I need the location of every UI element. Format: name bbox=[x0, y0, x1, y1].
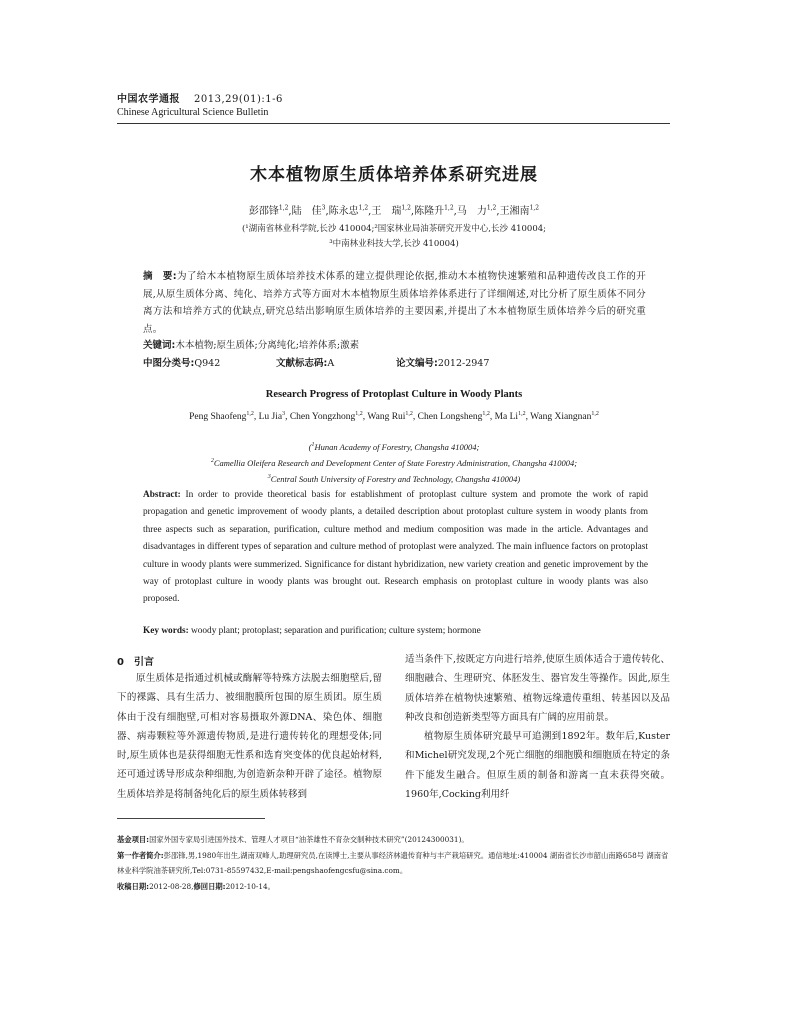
abstract-cn-text: 为了给木本植物原生质体培养技术体系的建立提供理论依据,推动木本植物快速繁殖和品种遗传改良工作的开展,从原生质体分离、纯化、培养方式等方面对木本植物原生质体培养体系进行了详细阐述,对比分析了原生质体不同分离方法和培养方式的优缺点,研究总结出影响原生质体培养的主要因素,并提出了木本植物原生质体培养今后的研究重点。 bbox=[143, 271, 646, 335]
affiliation-en-3: $^3$Central South University of Forestry and Technology, Changsha 410004) bbox=[267, 474, 521, 484]
header-divider bbox=[117, 123, 670, 124]
author-cn: 陆 佳$^3$ bbox=[291, 204, 326, 217]
journal-name-en: Chinese Agricultural Science Bulletin bbox=[117, 107, 269, 118]
body-paragraph: 适当条件下,按既定方向进行培养,使原生质体适合于遗传转化、细胞融合、生理研究、体胚发生、器官发生等操作。因此,原生质体培养在植物快速繁殖、植物远缘遗传重组、转基因以及品种改良和创造新类型等方面具有广阔的应用前景。 bbox=[405, 654, 670, 723]
body-paragraph: 植物原生质体研究最早可追溯到1892年。数年后,Kuster和Michel研究发现,2个死亡细胞的细胞膜和细胞质在特定的条件下能发生融合。但原生质的制备和游离一直未获得突破。1960年,Cocking利用纤 bbox=[405, 731, 670, 801]
keywords-en bbox=[143, 626, 481, 636]
keywords-cn-text: 木本植物;原生质体;分离纯化;培养体系;激素 bbox=[175, 340, 360, 351]
body-paragraph: 原生质体是指通过机械或酶解等特殊方法脱去细胞壁后,留下的裸露、具有生活力、被细胞膜所包围的原生质团。原生质体由于没有细胞壁,可相对容易摄取外源DNA、染色体、细胞器、病毒颗粒等外源遗传物质,是进行遗传转化的理想受体;同时,原生质体也是获得细胞无性系和选育突变体的优良起始材料,还可通过诱导形成杂种细胞,为创造新杂种开辟了途径。植物原生质体培养是将制备纯化后的原生质体转移到 bbox=[117, 673, 382, 800]
author-cn: 彭邵锋$^{1,2}$ bbox=[248, 204, 289, 217]
abstract-en-text: In order to provide theoretical basis for establishment of protoplast culture system and promote the work of rapid propagation and genetic improvement of woody plants, a detailed description about protoplast culture system in woody plants from three aspects such as separation, purification, culture method and medium composition was made in the article. Advantages and disadvantages in different types of separation and culture method of protoplast were analyzed. The main influence factors on protoplast culture in woody plants were summerized. Significance for distant hybridization, new variety creation and genetic improvement by the way of protoplast culture in woody plants was brought out. Research emphasis on protoplast culture in woody plants was also proposed. bbox=[143, 490, 648, 605]
journal-issue: 2013,29(01):1-6 bbox=[194, 94, 283, 105]
journal-header bbox=[117, 90, 283, 105]
affiliation-cn-line1: (¹湖南省林业科学院,长沙 410004;²国家林业局油茶研究开发中心,长沙 410004; bbox=[241, 224, 547, 234]
author-cn: 陈永忠$^{1,2}$ bbox=[328, 204, 369, 217]
abstract-cn-label: 摘 要: bbox=[143, 271, 177, 282]
keywords-en-label: Key words: bbox=[143, 626, 189, 636]
body-column-right bbox=[405, 650, 670, 804]
author-en: Wang Rui$^{1,2}$ bbox=[367, 411, 413, 423]
author-cn: 王湘南$^{1,2}$ bbox=[499, 204, 540, 217]
abstract-en bbox=[143, 487, 648, 609]
affiliation-en-1: ($^1$Hunan Academy of Forestry, Changsha 410004; bbox=[308, 442, 480, 452]
clc-number: 中图分类号:Q942 bbox=[143, 358, 221, 369]
body-column-left bbox=[117, 669, 382, 804]
author-cn: 王 瑞$^{1,2}$ bbox=[371, 204, 411, 217]
footnote-divider bbox=[117, 818, 265, 819]
paper-title-cn: 木本植物原生质体培养体系研究进展 bbox=[250, 165, 538, 185]
footnote-fund: 基金项目:国家外国专家局引进国外技术、管理人才项目“油茶雄性不育杂交制种技术研究”(20124300031)。 bbox=[117, 835, 469, 844]
author-en: Ma Li$^{1,2}$ bbox=[494, 411, 526, 423]
paper-number: 论文编号:2012-2947 bbox=[396, 358, 490, 369]
paper-title-en: Research Progress of Protoplast Culture in Woody Plants bbox=[265, 389, 523, 400]
author-en: Lu Jia$^3$ bbox=[258, 411, 286, 423]
author-en: Chen Longsheng$^{1,2}$ bbox=[417, 411, 490, 423]
author-en: Chen Yongzhong$^{1,2}$ bbox=[289, 411, 363, 423]
keywords-en-text: woody plant; protoplast; separation and purification; culture system; hormone bbox=[191, 626, 481, 636]
keywords-cn-label: 关键词: bbox=[143, 340, 176, 351]
author-cn: 陈隆升$^{1,2}$ bbox=[414, 204, 454, 217]
author-en: Wang Xiangnan$^{1,2}$ bbox=[530, 411, 599, 423]
classification-line bbox=[143, 355, 646, 369]
journal-name-cn: 中国农学通报 bbox=[117, 94, 180, 105]
affiliation-cn-line2: ³中南林业科技大学,长沙 410004) bbox=[329, 239, 459, 249]
section-heading-introduction: 0 引言 bbox=[117, 657, 154, 668]
author-list-cn: 彭邵锋$^{1,2}$,陆 佳$^3$,陈永忠$^{1,2}$,王 瑞$^{1,2}$,陈隆升$^{1,2}$,马 力$^{1,2}$,王湘南$^{1,2}$ bbox=[248, 204, 540, 217]
footnote-dates: 收稿日期:2012-08-28,修回日期:2012-10-14。 bbox=[117, 882, 275, 891]
document-code: 文献标志码:A bbox=[276, 358, 335, 369]
affiliation-en-2: $^2$Camellia Oleifera Research and Development Center of State Forestry Administration, Changsha 410004; bbox=[210, 458, 578, 468]
footnote-first-author: 第一作者简介:彭邵锋,男,1980年出生,湖南双峰人,助理研究员,在读博士,主要从事经济林遗传育种与丰产栽培研究。通信地址:410004 湖南省长沙市韶山南路658号 湖南省林业科学院油茶研究所,Tel:0731-85597432,E-mail:pengshaofengcsfu@sina.com。 bbox=[117, 851, 669, 875]
abstract-cn bbox=[143, 268, 646, 338]
author-list-en: Peng Shaofeng$^{1,2}$, Lu Jia$^3$, Chen Yongzhong$^{1,2}$, Wang Rui$^{1,2}$, Chen Longsheng$^{1,2}$, Ma Li$^{1,2}$, Wang Xiangnan$^{1,2}$ bbox=[189, 411, 599, 423]
author-cn: 马 力$^{1,2}$ bbox=[456, 204, 497, 217]
keywords-cn bbox=[143, 337, 359, 351]
author-en: Peng Shaofeng$^{1,2}$ bbox=[189, 411, 254, 423]
abstract-en-label: Abstract: bbox=[143, 490, 181, 500]
